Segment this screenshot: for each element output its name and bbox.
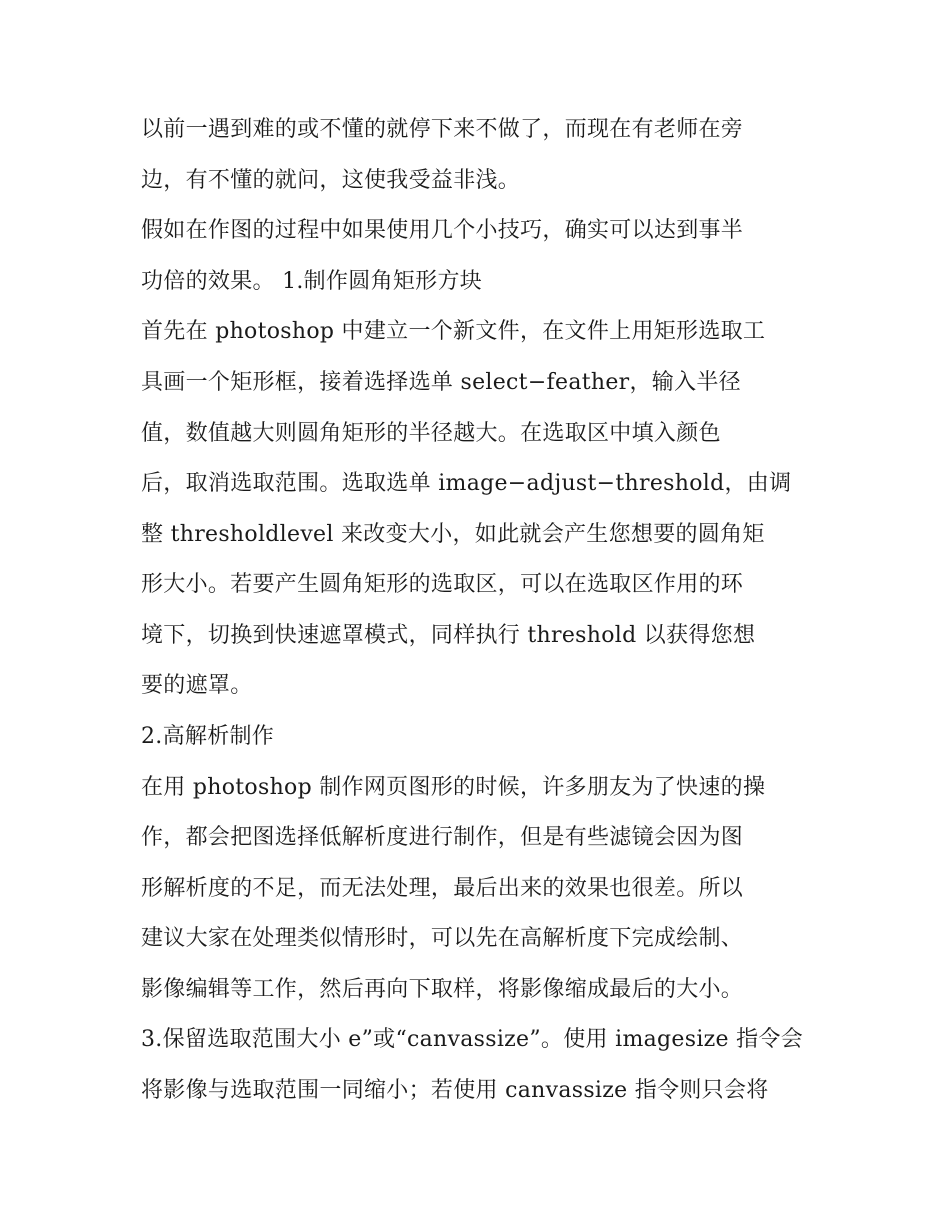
text-line: 以前一遇到难的或不懂的就停下来不做了，而现在有老师在旁 [141, 117, 744, 142]
text-line: 假如在作图的过程中如果使用几个小技巧，确实可以达到事半 [141, 218, 744, 243]
text-line: 形解析度的不足，而无法处理，最后出来的效果也很差。所以 [141, 876, 744, 901]
text-line: 境下，切换到快速遮罩模式，同样执行 threshold 以获得您想 [141, 623, 756, 648]
text-line: 边，有不懂的就问，这使我受益非浅。 [141, 168, 521, 193]
text-line: 在用 photoshop 制作网页图形的时候，许多朋友为了快速的操 [141, 775, 766, 800]
text-line: 首先在 photoshop 中建立一个新文件，在文件上用矩形选取工 [141, 319, 766, 344]
section-heading: 2.高解析制作 [141, 724, 275, 749]
text-line: 值，数值越大则圆角矩形的半径越大。在选取区中填入颜色 [141, 421, 721, 446]
text-line: 影像编辑等工作，然后再向下取样，将影像缩成最后的大小。 [141, 977, 744, 1002]
text-line: 具画一个矩形框，接着选择选单 select−feather，输入半径 [141, 370, 741, 395]
text-line: 作，都会把图选择低解析度进行制作，但是有些滤镜会因为图 [141, 825, 744, 850]
text-line: 建议大家在处理类似情形时，可以先在高解析度下完成绘制、 [141, 926, 744, 951]
text-line: 要的遮罩。 [141, 673, 253, 698]
text-line: 将影像与选取范围一同缩小；若使用 canvassize 指令则只会将 [141, 1078, 769, 1103]
text-line: 形大小。若要产生圆角矩形的选取区，可以在选取区作用的环 [141, 572, 744, 597]
text-line: 后，取消选取范围。选取选单 image−adjust−threshold，由调 [141, 471, 792, 496]
text-line: 整 thresholdlevel 来改变大小，如此就会产生您想要的圆角矩 [141, 522, 765, 547]
text-line: 3.保留选取范围大小 e”或“canvassize”。使用 imagesize 指令会 [141, 1027, 804, 1052]
text-line: 功倍的效果。 1.制作圆角矩形方块 [141, 269, 483, 294]
